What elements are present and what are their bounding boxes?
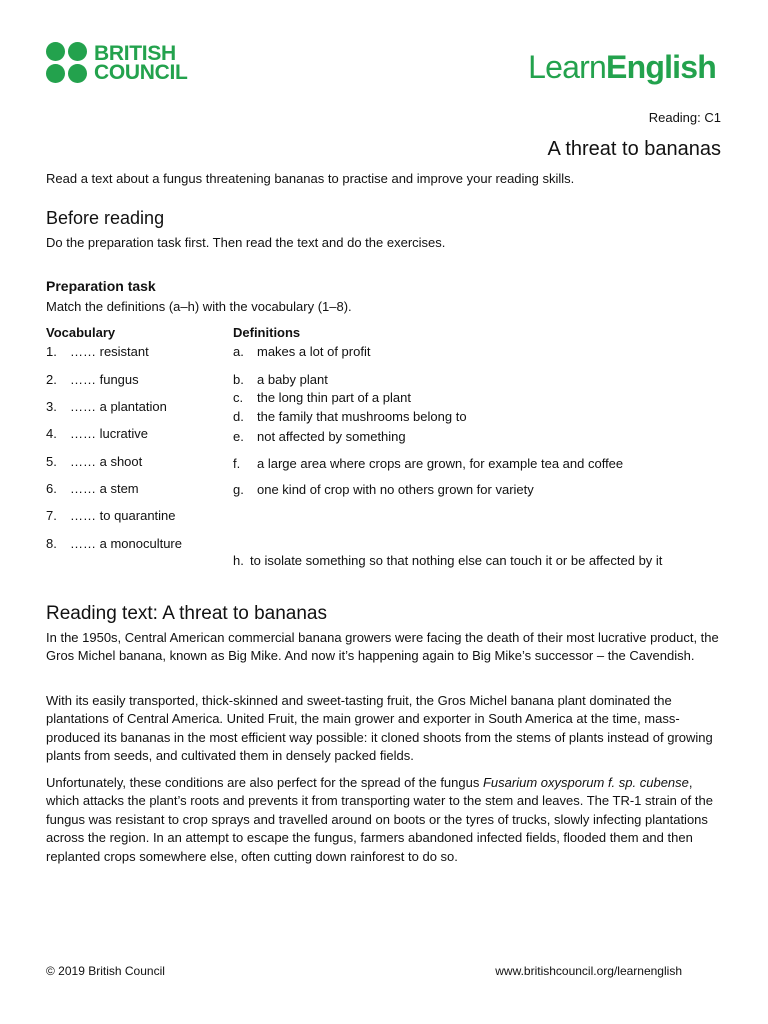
vocab-item bbox=[46, 344, 149, 359]
definition-letter: f. bbox=[233, 456, 241, 471]
learnenglish-logo bbox=[528, 49, 716, 86]
reading-paragraph-2 bbox=[46, 692, 722, 766]
definition-letter: h. bbox=[233, 553, 244, 568]
paragraph-text: , which attacks the plant’s roots and prevents it from transporting water to the stem and leaves. The TR-1 strain of the fungus was resistant to crop sprays and travelled around on boots or the tyres of trucks, slowly infecting plantations across the region. In an attempt to escape the fungus, farmers abandoned infected fields, flooded them and then replanted crops somewhere else, often cutting down rainforest to do so. bbox=[46, 775, 713, 864]
definition-letter: c. bbox=[233, 390, 244, 405]
vocab-item bbox=[46, 454, 142, 469]
vocab-item bbox=[46, 426, 148, 441]
vocab-number: 5. bbox=[46, 454, 57, 469]
intro-text: Read a text about a fungus threatening bananas to practise and improve your reading skills. bbox=[46, 171, 575, 186]
vocab-text: …… a plantation bbox=[70, 399, 167, 414]
before-reading-instruction: Do the preparation task first. Then read the text and do the exercises. bbox=[46, 235, 446, 250]
vocab-number: 6. bbox=[46, 481, 57, 496]
vocab-text: …… a stem bbox=[70, 481, 139, 496]
definition-text: a baby plant bbox=[257, 372, 328, 387]
definition-letter: e. bbox=[233, 429, 244, 444]
definition-letter: a. bbox=[233, 344, 244, 359]
definition-letter: g. bbox=[233, 482, 244, 497]
definition-text: the family that mushrooms belong to bbox=[257, 409, 467, 424]
vocab-number: 2. bbox=[46, 372, 57, 387]
paragraph-text: Unfortunately, these conditions are also perfect for the spread of the fungus bbox=[46, 775, 483, 790]
vocab-number: 4. bbox=[46, 426, 57, 441]
definition-item bbox=[233, 390, 411, 405]
vocab-item bbox=[46, 508, 176, 523]
vocab-number: 8. bbox=[46, 536, 57, 551]
logo-wordmark bbox=[94, 41, 188, 84]
vocab-text: …… a monoculture bbox=[70, 536, 182, 551]
preparation-heading: Preparation task bbox=[46, 278, 156, 294]
vocab-text: …… to quarantine bbox=[70, 508, 176, 523]
before-reading-heading: Before reading bbox=[46, 208, 165, 228]
vocab-text: …… lucrative bbox=[70, 426, 149, 441]
logo-line1: BRITISH bbox=[94, 41, 176, 65]
definition-item bbox=[233, 344, 370, 359]
logo-dots-icon bbox=[46, 42, 87, 83]
vocab-number: 3. bbox=[46, 399, 57, 414]
british-council-logo bbox=[46, 42, 188, 83]
definition-item bbox=[233, 553, 662, 568]
definition-text: one kind of crop with no others grown for variety bbox=[257, 482, 534, 497]
vocab-number: 7. bbox=[46, 508, 57, 523]
definition-item bbox=[233, 456, 623, 471]
vocab-item bbox=[46, 372, 139, 387]
footer-url[interactable]: www.britishcouncil.org/learnenglish bbox=[495, 964, 682, 978]
definition-item bbox=[233, 409, 467, 424]
brand-learn: Learn bbox=[528, 49, 607, 85]
definition-text: to isolate something so that nothing else can touch it or be affected by it bbox=[250, 553, 663, 568]
definition-letter: d. bbox=[233, 409, 244, 424]
page-title: A threat to bananas bbox=[547, 138, 721, 160]
vocab-text: …… fungus bbox=[70, 372, 139, 387]
definition-letter: b. bbox=[233, 372, 244, 387]
vocabulary-heading: Vocabulary bbox=[46, 325, 116, 340]
definition-text: makes a lot of profit bbox=[257, 344, 371, 359]
definition-item bbox=[233, 372, 328, 387]
vocab-text: …… a shoot bbox=[70, 454, 143, 469]
definition-text: the long thin part of a plant bbox=[257, 390, 411, 405]
vocab-number: 1. bbox=[46, 344, 57, 359]
reading-paragraph-3 bbox=[46, 774, 722, 866]
reading-heading: Reading text: A threat to bananas bbox=[46, 603, 327, 624]
level-label: Reading: C1 bbox=[648, 110, 721, 125]
preparation-instruction: Match the definitions (a–h) with the vocabulary (1–8). bbox=[46, 299, 352, 314]
logo-line2: COUNCIL bbox=[94, 60, 188, 84]
brand-english: English bbox=[606, 49, 716, 85]
definition-text: a large area where crops are grown, for example tea and coffee bbox=[257, 456, 624, 471]
vocab-item bbox=[46, 399, 167, 414]
definition-item bbox=[233, 429, 406, 444]
paragraph-text: In the 1950s, Central American commercial banana growers were facing the death of their most lucrative product, the Gros Michel banana, known as Big Mike. And now it’s happening again to Big Mike’s successor – the Cavendish. bbox=[46, 630, 719, 664]
definition-item bbox=[233, 482, 534, 497]
paragraph-text: With its easily transported, thick-skinned and sweet-tasting fruit, the Gros Michel banana plant dominated the plantations of Central America. United Fruit, the main grower and exporter in South America at the time, mass-produced its bananas in the most efficient way possible: it cloned shoots from the stems of plants instead of growing plants from seeds, and cultivated them in densely packed fields. bbox=[46, 693, 713, 764]
vocab-item bbox=[46, 481, 139, 496]
vocab-item bbox=[46, 536, 182, 551]
reading-paragraph-1 bbox=[46, 629, 722, 666]
species-name: Fusarium oxysporum f. sp. cubense bbox=[482, 775, 689, 790]
definitions-heading: Definitions bbox=[233, 325, 301, 340]
vocab-text: …… resistant bbox=[70, 344, 149, 359]
definition-text: not affected by something bbox=[257, 429, 406, 444]
footer-copyright: © 2019 British Council bbox=[46, 964, 165, 978]
